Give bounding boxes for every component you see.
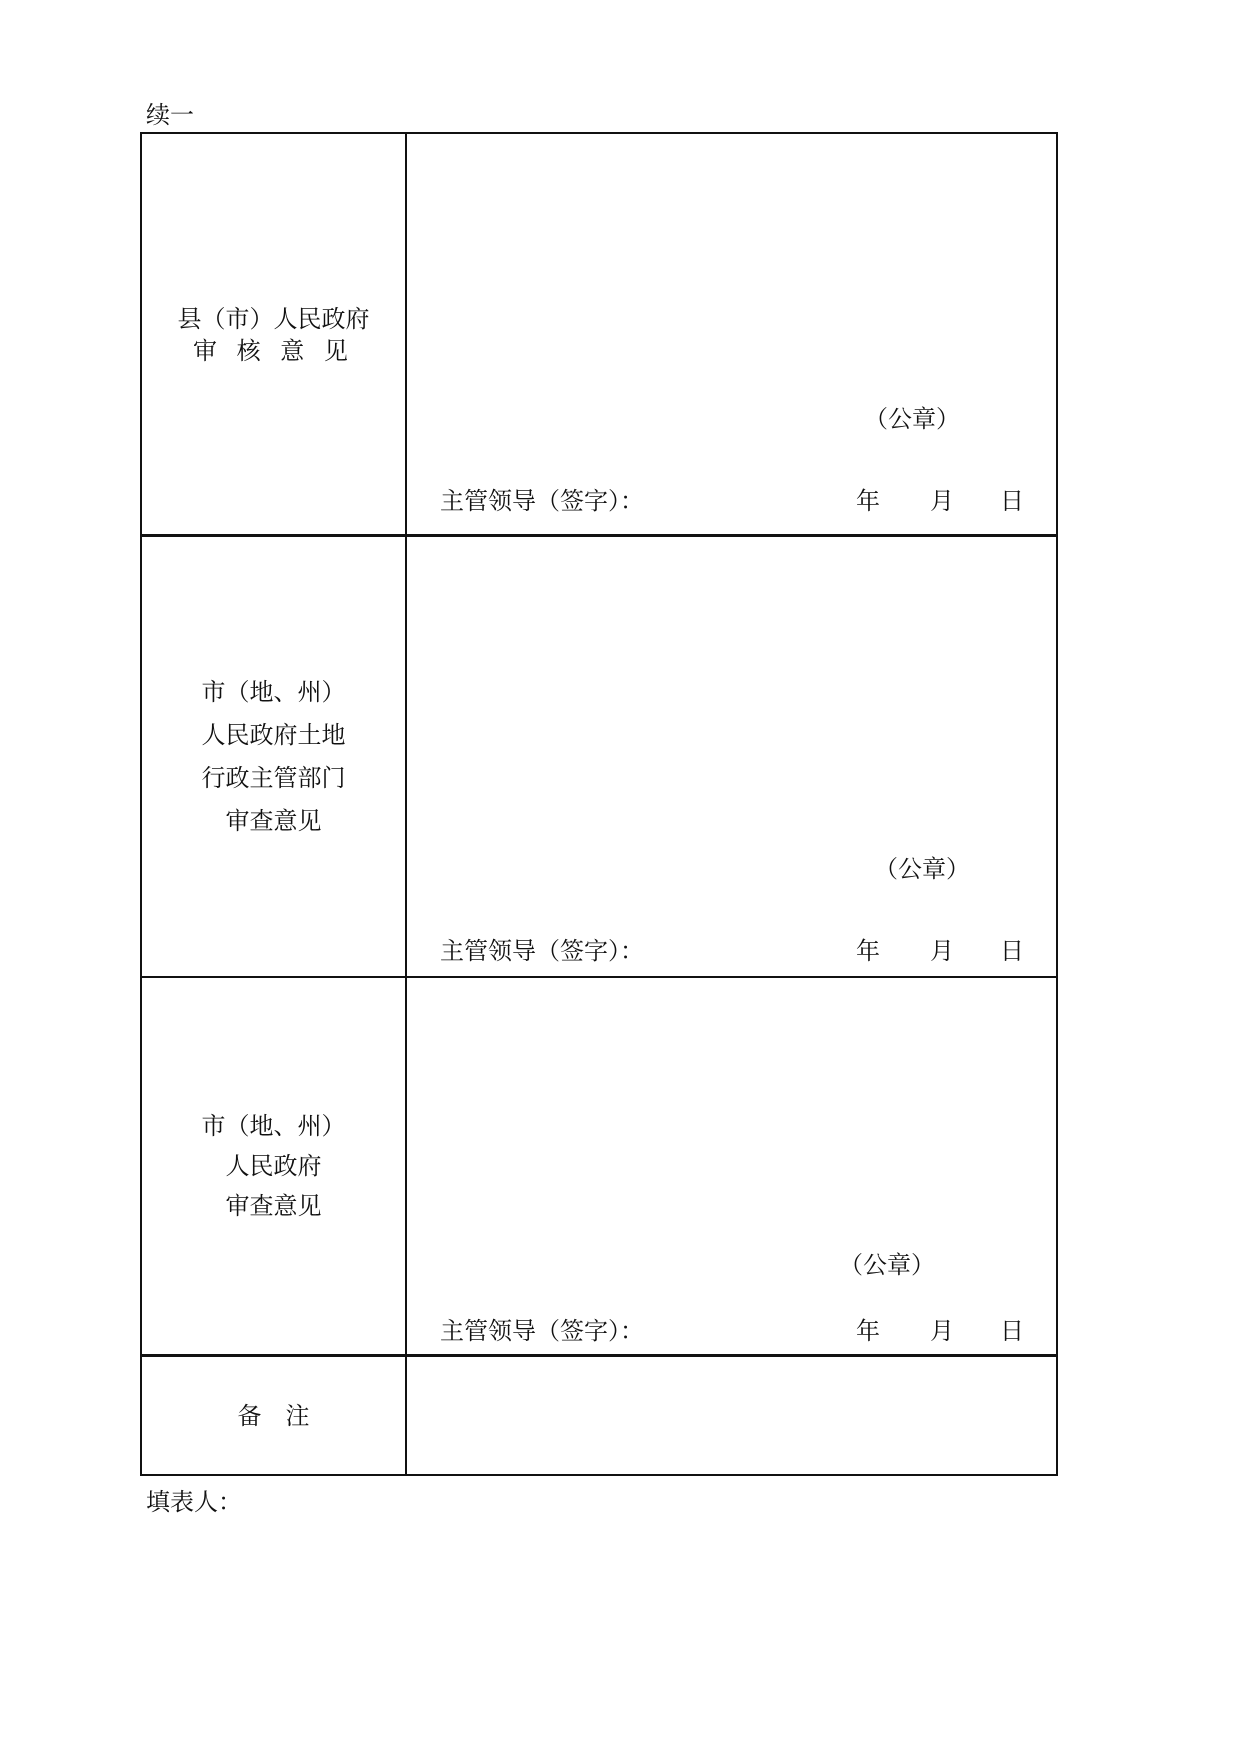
remarks-input-area[interactable]: [407, 1357, 1056, 1474]
date-day-label: 日: [1000, 487, 1024, 515]
label-line: 审查意见: [225, 806, 322, 835]
date-year-label: 年: [856, 937, 880, 965]
city-land-dept-review-row: [142, 534, 1056, 976]
approval-form-table: [140, 132, 1058, 1476]
city-government-review-row: [142, 976, 1056, 1354]
official-seal-text: （公章）: [864, 405, 960, 433]
county-review-row: [142, 134, 1056, 536]
label-line: 备 注: [237, 1401, 310, 1430]
county-review-label: [178, 303, 370, 367]
date-month-label: 月: [930, 1317, 954, 1345]
city-land-dept-label-cell: [142, 537, 407, 976]
label-line: 审查意见: [225, 1192, 322, 1220]
city-land-dept-label: [202, 671, 346, 843]
city-land-dept-opinion-area[interactable]: [407, 537, 1056, 976]
label-line: 市（地、州）: [201, 677, 346, 706]
label-line: 人民政府: [225, 1152, 322, 1180]
city-government-label-cell: [142, 978, 407, 1354]
remarks-label-cell: [142, 1357, 407, 1474]
city-government-label: [202, 1106, 346, 1226]
date-year-label: 年: [856, 487, 880, 515]
date-month-label: 月: [930, 487, 954, 515]
signature-label: 主管领导（签字）：: [440, 487, 644, 515]
label-line: 审 核 意 见: [193, 337, 354, 365]
official-seal-text: （公章）: [839, 1251, 935, 1279]
date-month-label: 月: [930, 937, 954, 965]
remarks-label: [238, 1400, 310, 1432]
label-line: 县（市）人民政府: [177, 305, 370, 333]
official-seal-text: （公章）: [874, 855, 970, 883]
signature-label: 主管领导（签字）：: [440, 937, 644, 965]
date-year-label: 年: [856, 1317, 880, 1345]
continuation-label: 续一: [146, 101, 194, 129]
form-filler-label: 填表人：: [146, 1488, 242, 1516]
label-line: 市（地、州）: [201, 1112, 346, 1140]
county-review-label-cell: [142, 134, 407, 536]
date-day-label: 日: [1000, 937, 1024, 965]
signature-label: 主管领导（签字）：: [440, 1317, 644, 1345]
city-government-opinion-area[interactable]: [407, 978, 1056, 1354]
remarks-row: [142, 1354, 1056, 1474]
label-line: 行政主管部门: [201, 763, 346, 792]
county-review-opinion-area[interactable]: [407, 134, 1056, 536]
label-line: 人民政府土地: [201, 720, 346, 749]
date-day-label: 日: [1000, 1317, 1024, 1345]
